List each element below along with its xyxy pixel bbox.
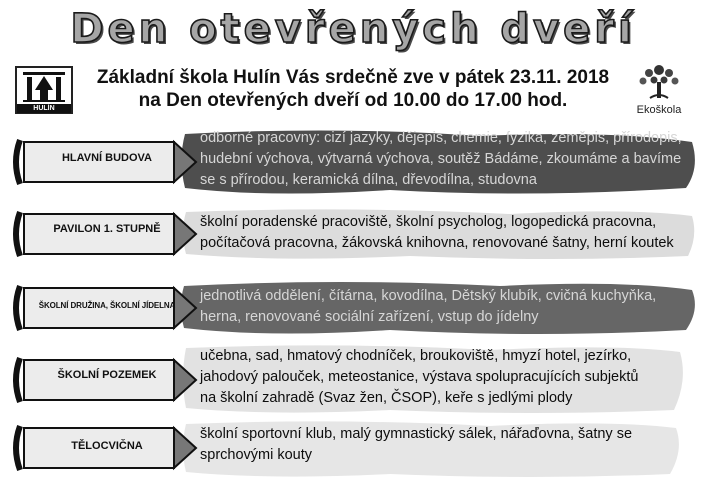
text-line: herna, renovované sociální zařízení, vstup do jídelny (200, 309, 539, 325)
section-skolni-pozemek (10, 344, 700, 416)
text-line: odborné pracovny: cizí jazyky, dějepis, chemie, fyzika, zeměpis, přírodopis, (200, 130, 682, 146)
section-label: ŠKOLNÍ POZEMEK (57, 369, 157, 381)
logo-text: HULÍN (17, 104, 71, 113)
page-title: Den otevřených dveří (70, 6, 636, 52)
text-line: sprchovými kouty (200, 447, 313, 463)
section-label: PAVILON 1. STUPNĚ (53, 223, 161, 235)
section-druzina-jidelna (10, 280, 700, 336)
text-line: školní sportovní klub, malý gymnastický sálek, nářaďovna, šatny se (200, 426, 633, 442)
text-line: učebna, sad, hmatový chodníček, broukoviště, hmyzí hotel, jezírko, (200, 348, 632, 364)
section-label: HLAVNÍ BUDOVA (61, 152, 153, 164)
tree-emblem-icon (17, 68, 71, 104)
section-text (200, 286, 656, 328)
school-logo (15, 66, 73, 114)
headline-line-2: na Den otevřených dveří od 10.00 do 17.00 hod. (138, 90, 568, 111)
tree-icon (630, 58, 688, 104)
section-text (200, 128, 682, 191)
text-line: hudební výchova, výtvarná výchova, soutěž Bádáme, zkoumáme a bavíme (200, 151, 682, 167)
invitation-headline (78, 66, 628, 112)
section-text (200, 346, 638, 409)
section-label: TĚLOCVIČNA (71, 440, 143, 452)
section-text (200, 212, 674, 254)
ekoskola-label: Ekoškola (636, 104, 682, 116)
section-hlavni-budova (10, 128, 700, 196)
text-line: jahodový palouček, meteostanice, výstava spolupracujících subjektů (200, 369, 639, 385)
ekoskola-logo (630, 58, 688, 116)
text-line: na školní zahradě (Svaz žen, ČSOP), keře s jedlými plody (200, 390, 573, 406)
text-line: školní poradenské pracoviště, školní psycholog, logopedická pracovna, (200, 214, 657, 230)
section-telocvicna (10, 420, 700, 480)
text-line: jednotlivá oddělení, čítárna, kovodílna, Dětský klubík, cvičná kuchyňka, (200, 288, 657, 304)
section-pavilon (10, 208, 700, 260)
section-label: ŠKOLNÍ DRUŽINA, ŠKOLNÍ JÍDELNA (38, 301, 176, 310)
text-line: počítačová pracovna, žákovská knihovna, renovované šatny, herní koutek (200, 235, 674, 251)
text-line: se s přírodou, keramická dílna, dřevodílna, studovna (200, 172, 537, 188)
section-text (200, 424, 632, 466)
headline-line-1: Základní škola Hulín Vás srdečně zve v pátek 23.11. 2018 (96, 67, 610, 88)
